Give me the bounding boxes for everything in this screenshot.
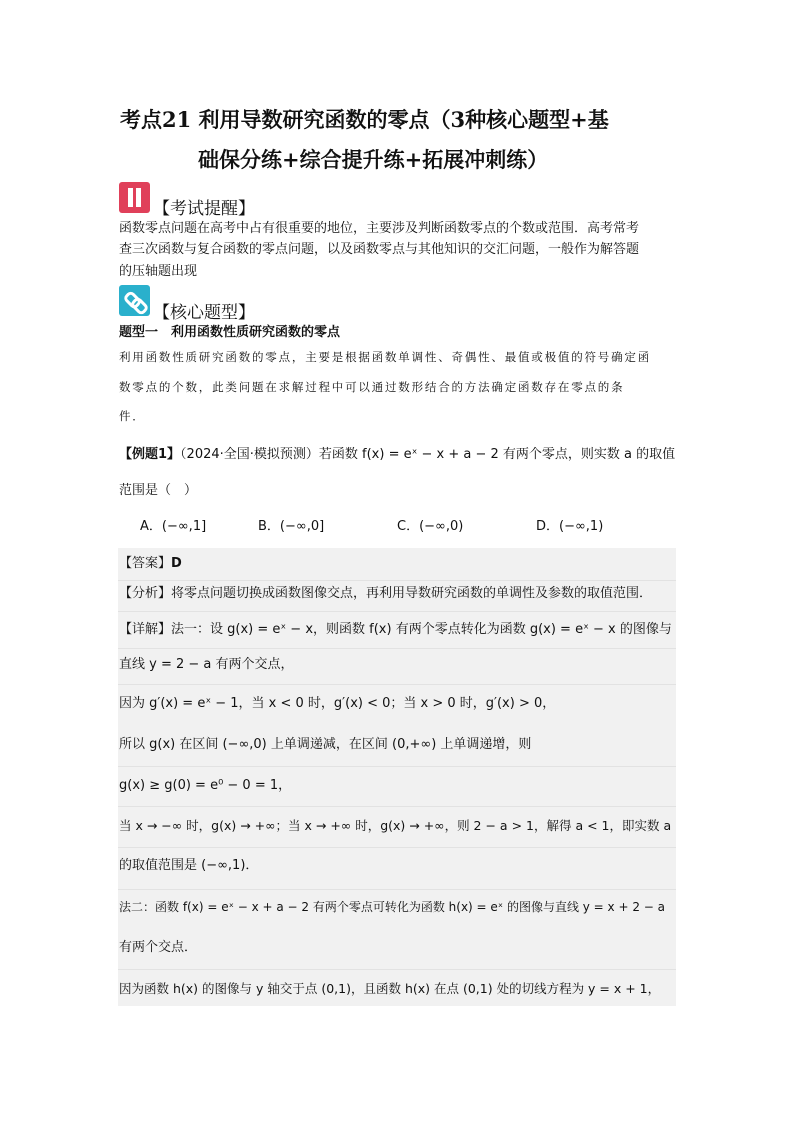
analysis-label: 【分析】 [119, 586, 172, 601]
option-b: B．(−∞,0] [258, 519, 325, 534]
detail-line: 直线 y = 2 − a 有两个交点， [119, 657, 294, 672]
section-heading-exam-reminder: 【考试提醒】 [153, 199, 255, 219]
detail-line: g(x) ≥ g(0) = e⁰ − 0 = 1， [119, 778, 292, 793]
example-question-line2: 范围是（ ） [119, 483, 198, 498]
detail-line: 有两个交点． [119, 940, 198, 955]
reminder-line: 函数零点问题在高考中占有很重要的地位，主要涉及判断函数零点的个数或范围．高考常考 [119, 221, 640, 236]
answer-value: D [171, 556, 182, 571]
detail-line: 因为 g′(x) = eˣ − 1，当 x < 0 时，g′(x) < 0；当 x > 0 时，g′(x) > 0， [119, 696, 556, 711]
detail-line: 因为函数 h(x) 的图像与 y 轴交于点 (0,1)，且函数 h(x) 在点 (0,1) 处的切线方程为 y = x + 1， [119, 981, 661, 996]
detail-text: 法一：设 g(x) = eˣ − x，则函数 f(x) 有两个零点转化为函数 g(x) = eˣ − x 的图像与 [171, 622, 672, 637]
doc-title-line1: 考点21 利用导数研究函数的零点（3种核心题型+基 [120, 107, 609, 132]
option-c: C．(−∞,0) [397, 519, 464, 534]
answer-label: 【答案】 [119, 556, 172, 571]
detail-line: 的取值范围是 (−∞,1)． [119, 858, 259, 873]
doc-title-line2: 础保分练+综合提升练+拓展冲刺练） [198, 147, 549, 172]
reminder-line: 的压轴题出现 [119, 264, 198, 279]
option-a: A．(−∞,1] [140, 519, 207, 534]
intro-line: 数零点的个数，此类问题在求解过程中可以通过数形结合的方法确定函数存在零点的条 [119, 380, 625, 394]
link-icon [119, 285, 150, 316]
answer-line [119, 555, 182, 573]
intro-line: 利用函数性质研究函数的零点，主要是根据函数单调性、奇偶性、最值或极值的符号确定函 [119, 350, 651, 364]
question-type-title: 题型一 利用函数性质研究函数的零点 [119, 325, 341, 340]
analysis-line [119, 585, 652, 603]
example-question-line1 [119, 446, 675, 464]
section-heading-core-types: 【核心题型】 [153, 303, 255, 323]
reminder-line: 查三次函数与复合函数的零点问题，以及函数零点与其他知识的交汇问题，一般作为解答题 [119, 242, 640, 257]
detail-label: 【详解】 [119, 622, 172, 637]
option-d: D．(−∞,1) [536, 519, 604, 534]
detail-line: 法二：函数 f(x) = eˣ − x + a − 2 有两个零点可转化为函数 h(x) = eˣ 的图像与直线 y = x + 2 − a [119, 900, 666, 914]
example-text: （2024·全国·模拟预测）若函数 f(x) = eˣ − x + a − 2 有两个零点，则实数 a 的取值 [180, 447, 676, 462]
intro-line: 件． [119, 409, 146, 423]
detail-line: 所以 g(x) 在区间 (−∞,0) 上单调递减，在区间 (0,+∞) 上单调递增，则 [119, 737, 532, 752]
detail-line: 当 x → −∞ 时，g(x) → +∞；当 x → +∞ 时，g(x) → +∞，则 2 − a > 1，解得 a < 1，即实数 a [119, 818, 672, 833]
analysis-text: 将零点问题切换成函数图像交点，再利用导数研究函数的单调性及参数的取值范围． [171, 586, 653, 601]
example-label: 【例题1】 [119, 447, 181, 462]
pause-icon [119, 182, 150, 213]
detail-line [119, 621, 672, 639]
